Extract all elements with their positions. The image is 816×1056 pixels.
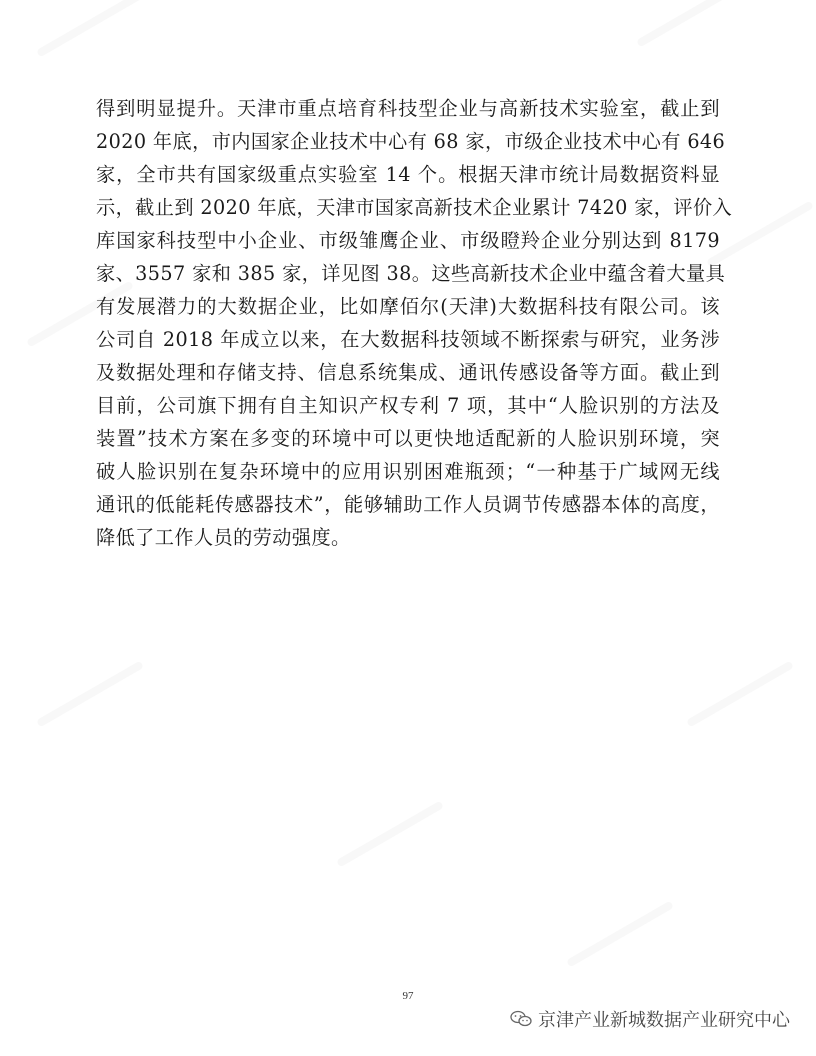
text-line: 库国家科技型中小企业、市级雏鹰企业、市级瞪羚企业分别达到 8179: [96, 229, 720, 252]
text-line: 目前，公司旗下拥有自主知识产权专利 7 项，其中“人脸识别的方法及: [96, 394, 720, 417]
text-line: 及数据处理和存储支持、信息系统集成、通讯传感设备等方面。截止到: [96, 361, 720, 384]
text-line: 公司自 2018 年成立以来，在大数据科技领域不断探索与研究，业务涉: [96, 328, 720, 351]
source-watermark: [510, 1006, 790, 1032]
text-line: 得到明显提升。天津市重点培育科技型企业与高新技术实验室，截止到: [96, 97, 720, 120]
text-line: 装置”技术方案在多变的环境中可以更快地适配新的人脸识别环境，突: [96, 427, 720, 450]
page-number: 97: [402, 990, 414, 1002]
text-line: 通讯的低能耗传感器技术”，能够辅助工作人员调节传感器本体的高度，: [96, 493, 720, 516]
text-line: 2020 年底，市内国家企业技术中心有 68 家，市级企业技术中心有 646: [96, 130, 726, 153]
text-line: 家、3557 家和 385 家，详见图 38。这些高新技术企业中蕴含着大量具: [96, 262, 726, 285]
text-line: 家，全市共有国家级重点实验室 14 个。根据天津市统计局数据资料显: [96, 163, 720, 186]
text-line: 降低了工作人员的劳动强度。: [96, 526, 351, 549]
wechat-icon: [510, 1010, 532, 1028]
watermark-text: 京津产业新城数据产业研究中心: [538, 1010, 790, 1031]
text-line: 有发展潜力的大数据企业，比如摩佰尔(天津)大数据科技有限公司。该: [96, 295, 720, 318]
body-paragraph: [96, 92, 733, 554]
text-line: 示，截止到 2020 年底，天津市国家高新技术企业累计 7420 家，评价入: [96, 196, 733, 219]
text-line: 破人脸识别在复杂环境中的应用识别困难瓶颈；“一种基于广域网无线: [96, 460, 720, 483]
